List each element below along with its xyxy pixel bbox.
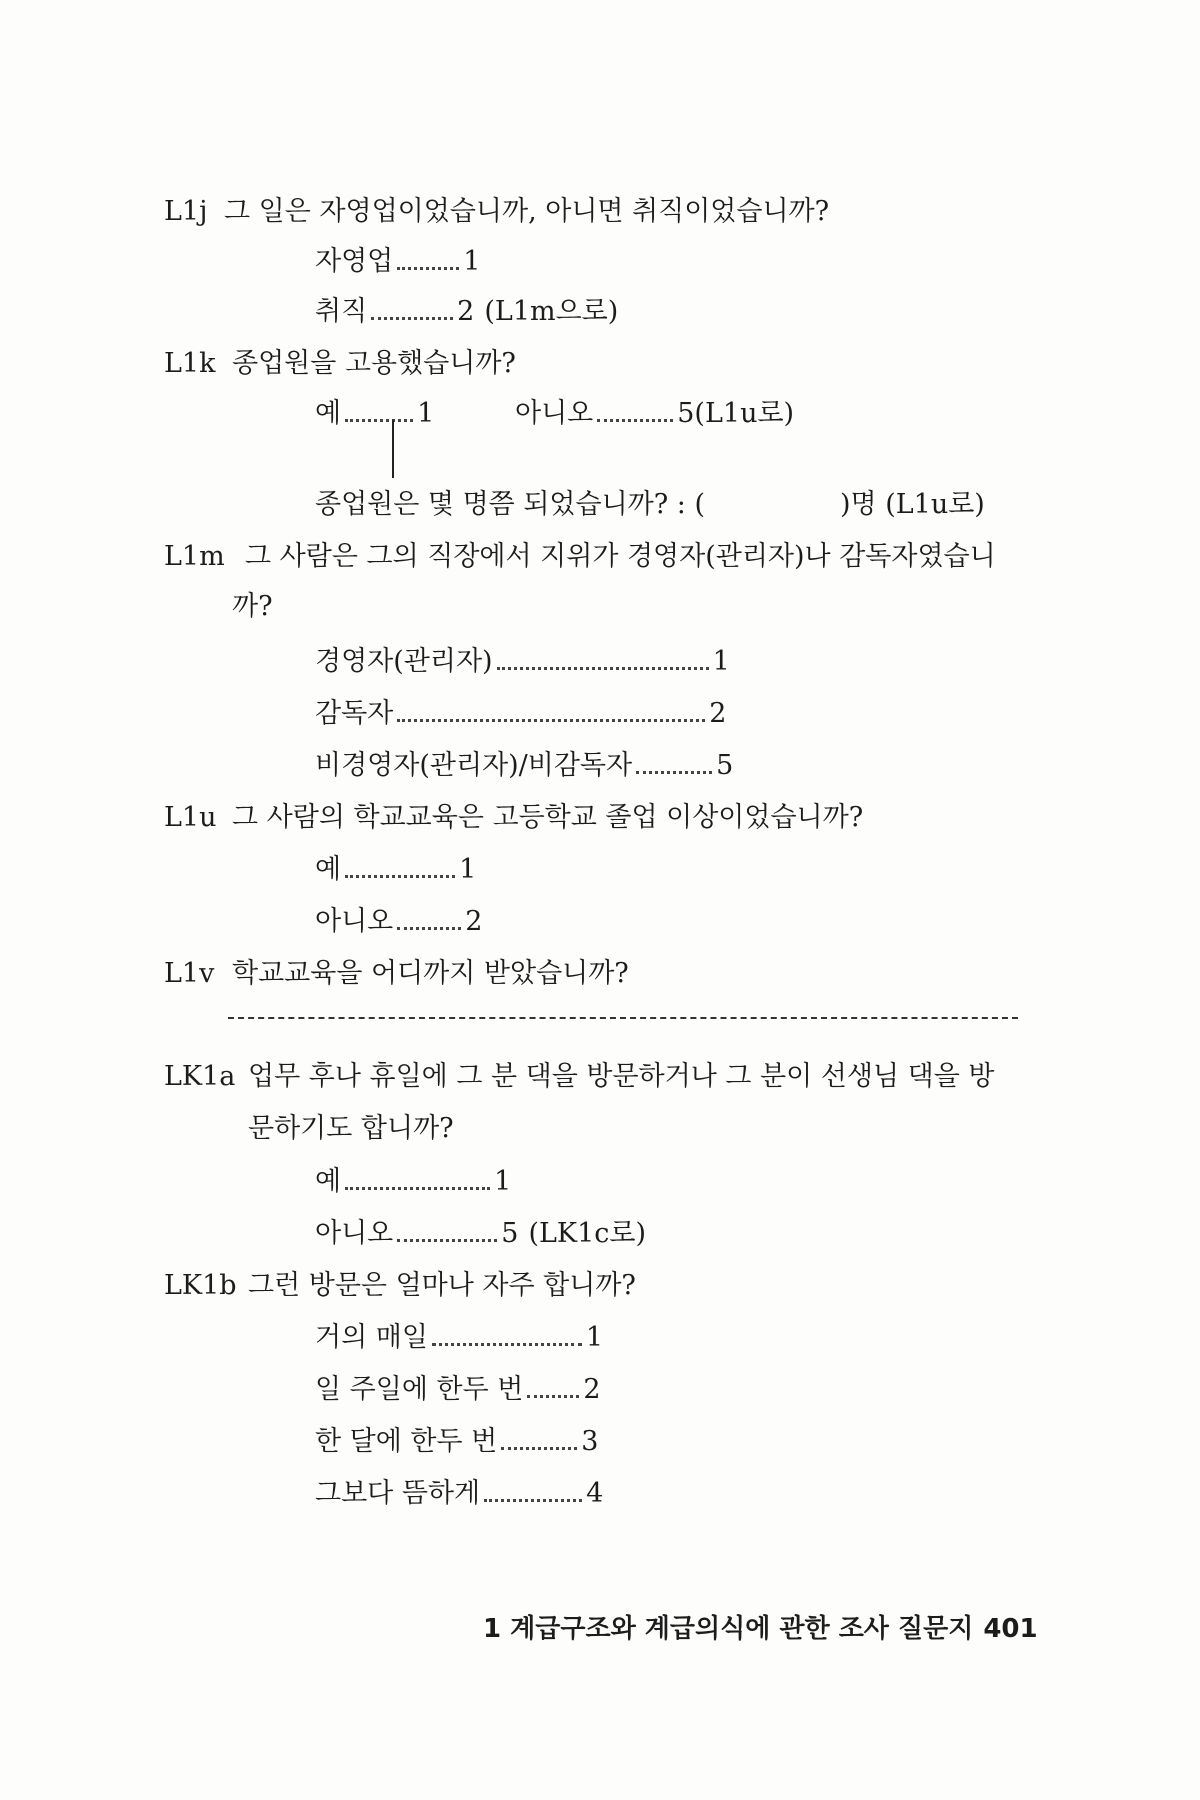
question-text: 종업원을 고용했습니까?	[232, 348, 516, 379]
option-code: 1	[459, 854, 477, 885]
question-text: 그런 방문은 얼마나 자주 합니까?	[248, 1270, 636, 1301]
option-code: 2	[465, 906, 483, 937]
question-text-cont: 문하기도 합니까?	[248, 1113, 454, 1144]
option-code: 5(L1u로)	[677, 398, 795, 429]
option-label: 취직	[315, 296, 368, 327]
question-id: L1j	[164, 196, 208, 227]
option-code: 3	[581, 1426, 599, 1457]
option-code: 2	[709, 698, 727, 729]
option-label: 예	[315, 854, 342, 885]
option-label: 아니오	[515, 398, 594, 429]
skip-instruction: (LK1c로)	[528, 1218, 646, 1249]
option-label: 경영자(관리자)	[315, 646, 493, 677]
question-id: LK1b	[164, 1270, 237, 1301]
option-code: 4	[586, 1478, 604, 1509]
question-id: L1v	[164, 958, 215, 989]
option-code: 2	[583, 1374, 601, 1405]
option-code: 1	[585, 1322, 604, 1353]
question-text: 업무 후나 휴일에 그 분 댁을 방문하거나 그 분이 선생님 댁을 방	[248, 1061, 995, 1092]
question-text: 그 사람은 그의 직장에서 지위가 경영자(관리자)나 감독자였습니	[245, 541, 996, 572]
option-code: 1	[463, 246, 481, 277]
question-text-cont: 까?	[232, 591, 273, 622]
page-footer	[483, 1608, 1038, 1645]
question-id: LK1a	[164, 1061, 236, 1092]
option-label: 한 달에 한두 번	[315, 1426, 498, 1457]
chapter-title: 1 계급구조와 계급의식에 관한 조사 질문지	[483, 1614, 974, 1644]
question-text: 학교교육을 어디까지 받았습니까?	[232, 958, 629, 989]
skip-instruction: (L1m으로)	[484, 296, 619, 327]
question-text: 그 사람의 학교교육은 고등학교 졸업 이상이었습니까?	[232, 802, 864, 833]
option-label: 거의 매일	[315, 1322, 428, 1353]
option-code: 1	[417, 398, 435, 429]
option-label: 일 주일에 한두 번	[315, 1374, 524, 1405]
connector-line	[392, 420, 394, 478]
section-divider	[228, 1017, 1018, 1019]
question-id: L1u	[164, 802, 217, 833]
page-number: 401	[983, 1614, 1038, 1644]
option-label: 그보다 뜸하게	[315, 1478, 481, 1509]
option-code: 1	[494, 1166, 512, 1197]
question-text: 그 일은 자영업이었습니까, 아니면 취직이었습니까?	[224, 196, 830, 227]
follow-up-suffix: )명 (L1u로)	[840, 489, 985, 520]
option-code: 2	[457, 296, 475, 327]
question-id: L1m	[164, 541, 225, 572]
option-code: 5	[501, 1218, 519, 1249]
question-id: L1k	[164, 348, 216, 379]
option-label: 아니오	[315, 906, 394, 937]
option-label: 예	[315, 1166, 342, 1197]
option-label: 자영업	[315, 246, 394, 277]
option-code: 1	[712, 646, 730, 677]
option-label: 비경영자(관리자)/비감독자	[315, 750, 633, 781]
option-code: 5	[716, 750, 734, 781]
follow-up-prefix: 종업원은 몇 명쯤 되었습니까? : (	[315, 489, 706, 520]
option-label: 감독자	[315, 698, 394, 729]
option-label: 예	[315, 398, 342, 429]
option-label: 아니오	[315, 1218, 394, 1249]
